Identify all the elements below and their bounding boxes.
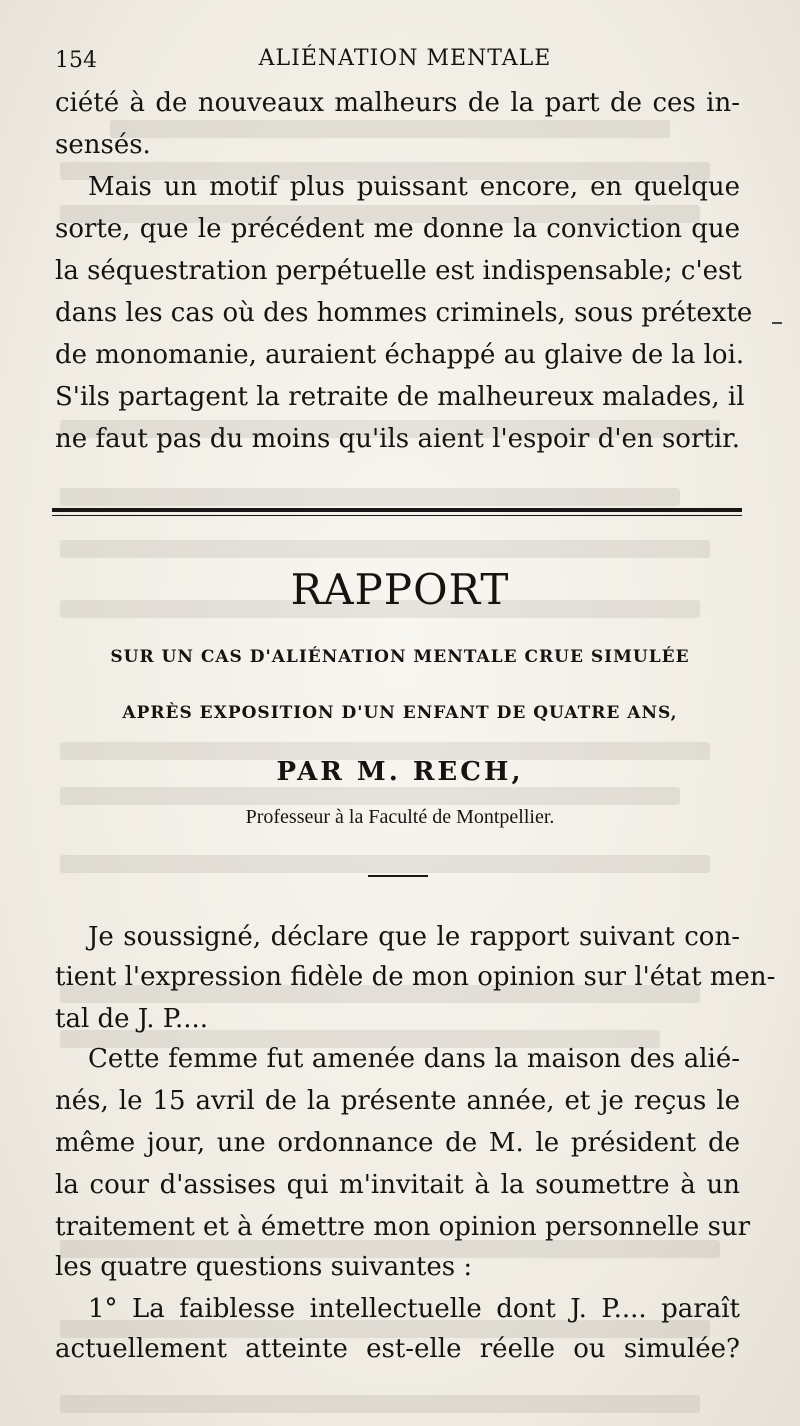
text-line: sorte, que le précédent me donne la conviction que [55, 214, 740, 244]
section-rule-thin [52, 515, 742, 516]
text-line: tal de J. P.... [55, 1004, 209, 1034]
text-line: dans les cas où des hommes criminels, sous prétexte [55, 298, 753, 328]
text-line: même jour, une ordonnance de M. le président de [55, 1128, 740, 1158]
article-title: RAPPORT [290, 565, 510, 614]
page-number: 154 [55, 48, 97, 73]
article-author: PAR M. RECH, [276, 757, 524, 787]
text-line: de monomanie, auraient échappé au glaive de la loi. [55, 340, 745, 370]
paragraph-start-line: Mais un motif plus puissant encore, en quelque [88, 172, 740, 202]
title-separator-rule [368, 875, 428, 877]
text-line: ciété à de nouveaux malheurs de la part de ces in- [55, 88, 740, 118]
text-line: les quatre questions suivantes : [55, 1252, 473, 1282]
running-header [55, 40, 755, 80]
numbered-question-line: 1° La faiblesse intellectuelle dont J. P.... paraît [88, 1294, 740, 1324]
paragraph-start-line: Je soussigné, déclare que le rapport suivant con- [88, 922, 740, 952]
text-line: actuellement atteinte est-elle réelle ou simulée? [55, 1334, 740, 1364]
text-line: la séquestration perpétuelle est indispensable; c'est [55, 256, 742, 286]
paragraph-start-line: Cette femme fut amenée dans la maison des alié- [88, 1044, 740, 1074]
article-subtitle-line-2: APRÈS EXPOSITION D'UN ENFANT DE QUATRE ANS, [122, 703, 678, 723]
text-line: la cour d'assises qui m'invitait à la soumettre à un [55, 1170, 740, 1200]
text-line: tient l'expression fidèle de mon opinion sur l'état men- [55, 962, 776, 992]
text-line: ne faut pas du moins qu'ils aient l'espoir d'en sortir. [55, 424, 740, 454]
author-affiliation: Professeur à la Faculté de Montpellier. [245, 806, 555, 828]
running-head-title: ALIÉNATION MENTALE [258, 46, 552, 71]
text-line: sensés. [55, 130, 151, 160]
margin-mark [772, 322, 782, 324]
text-line: traitement et à émettre mon opinion personnelle sur [55, 1212, 751, 1242]
article-subtitle-line-1: SUR UN CAS D'ALIÉNATION MENTALE CRUE SIMULÉE [110, 647, 690, 667]
text-line: S'ils partagent la retraite de malheureux malades, il [55, 382, 745, 412]
section-rule-thick [52, 508, 742, 512]
text-line: nés, le 15 avril de la présente année, et je reçus le [55, 1086, 740, 1116]
